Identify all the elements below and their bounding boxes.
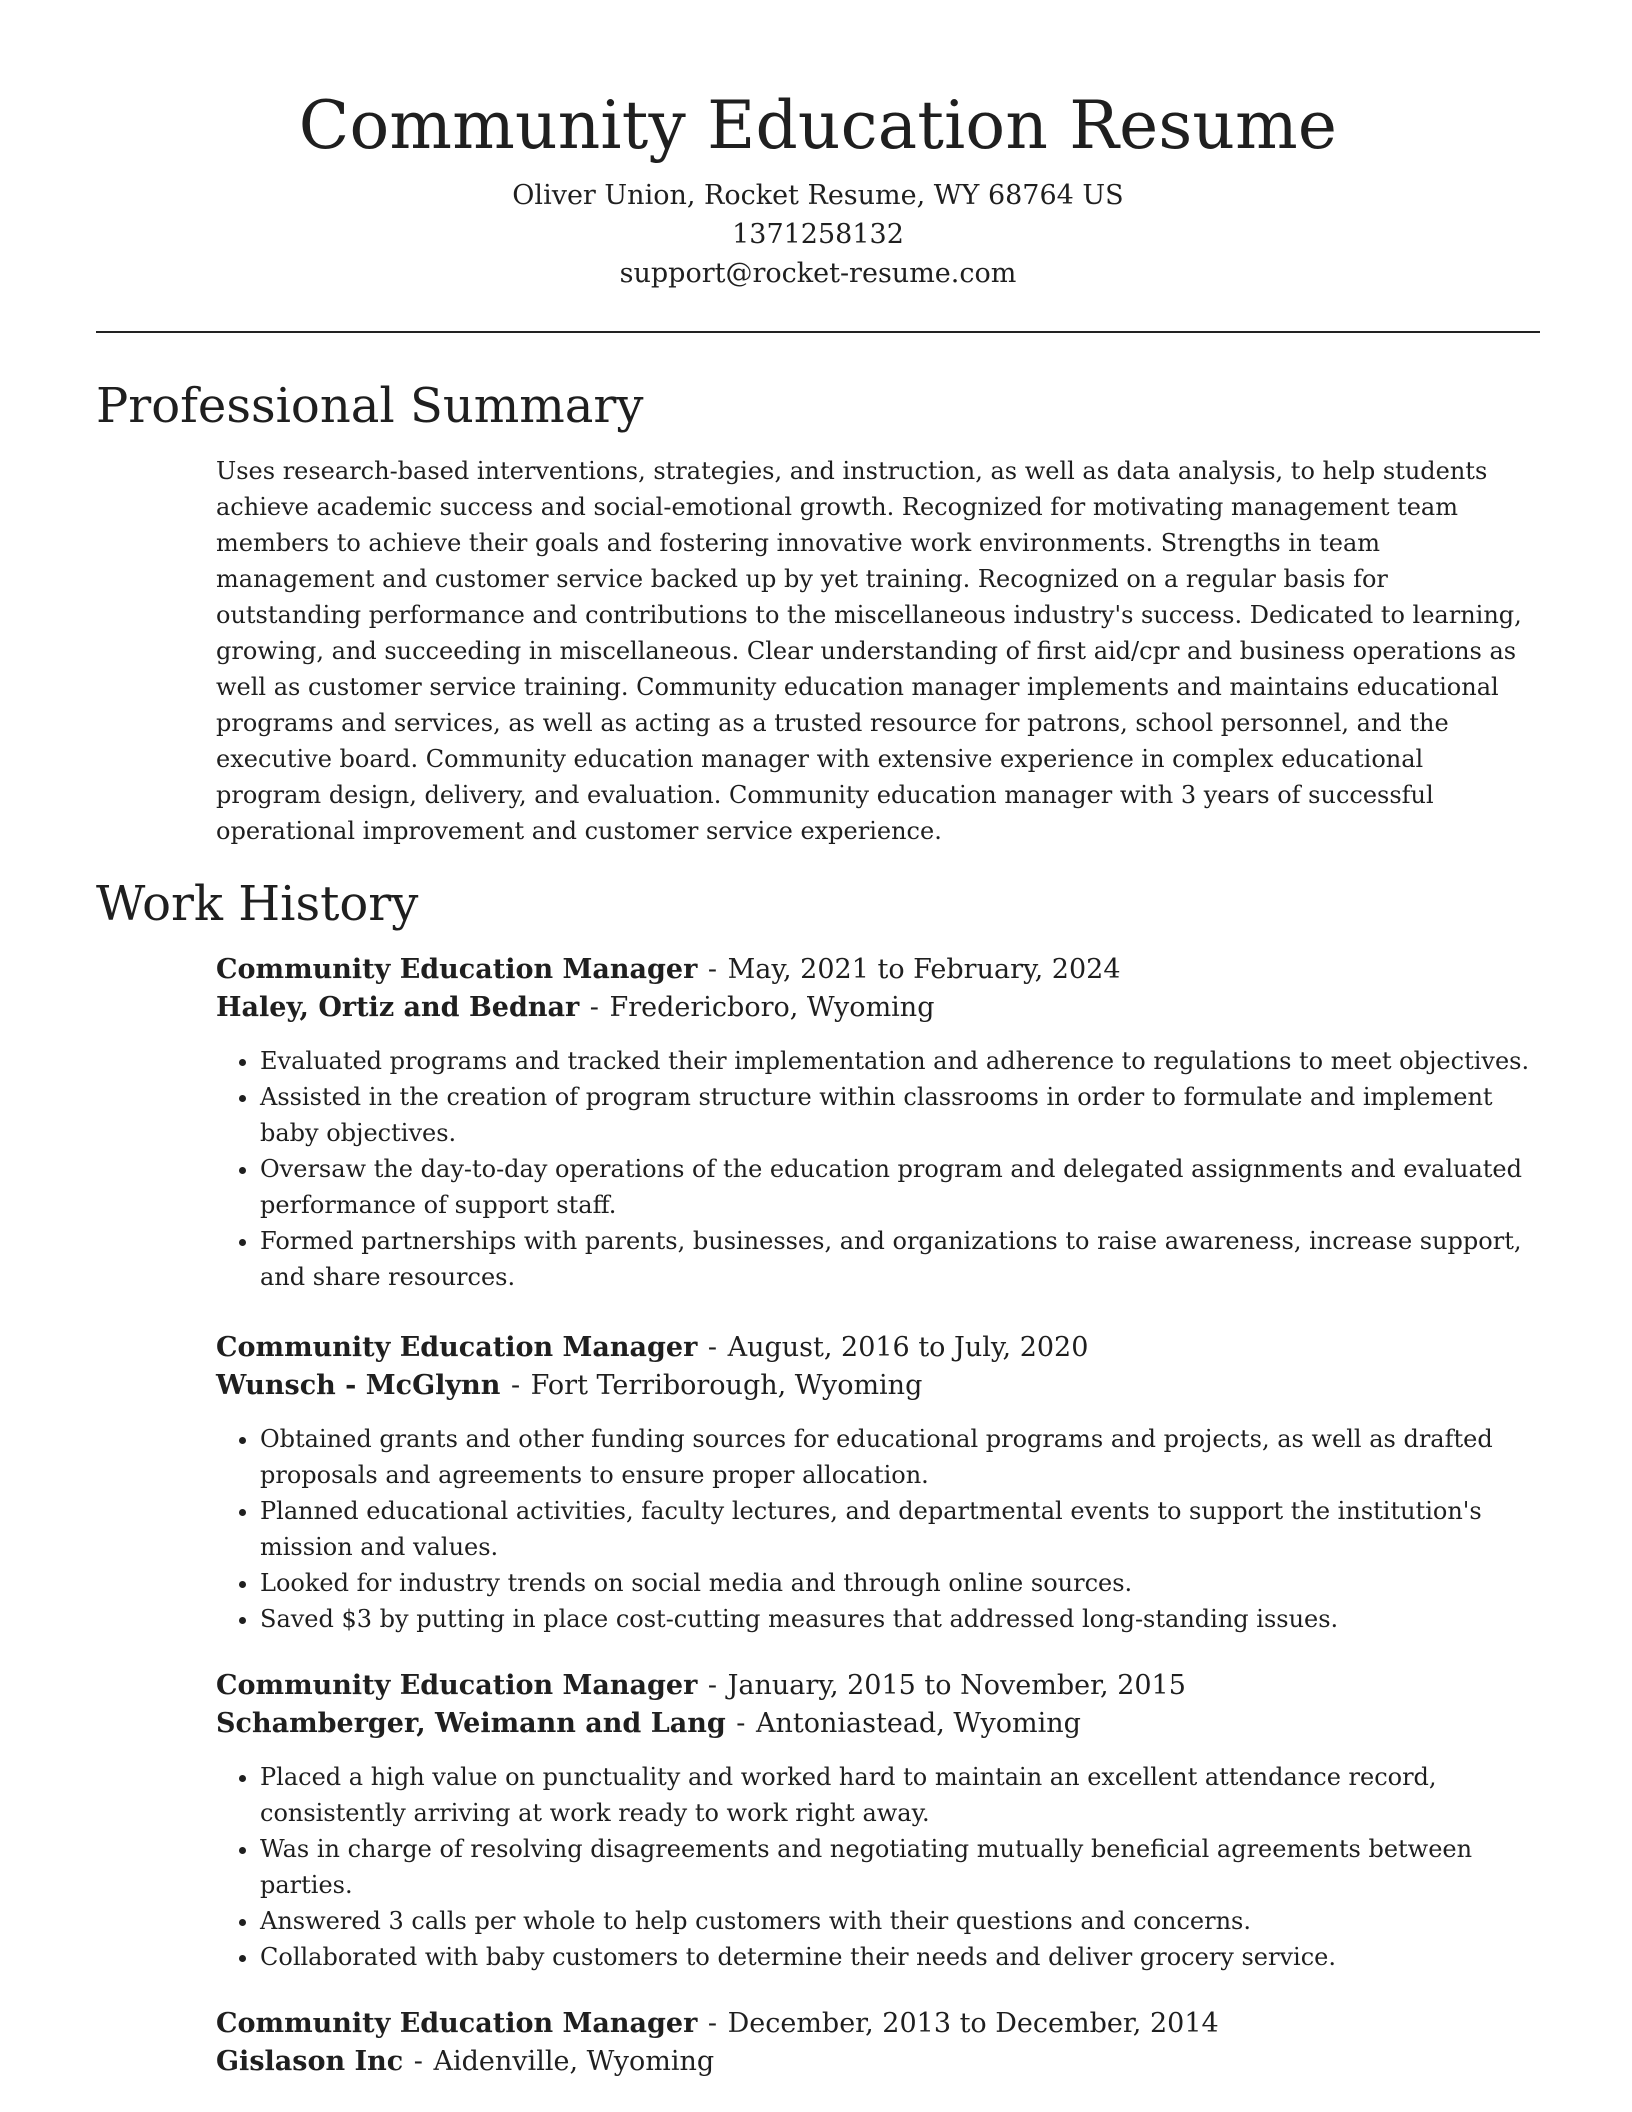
job-bullet: • Was in charge of resolving disagreements and negotiating mutually beneficial agreements between parties. bbox=[260, 1831, 1540, 1903]
job-bullet: • Evaluated programs and tracked their implementation and adherence to regulations to meet objectives. bbox=[260, 1043, 1540, 1079]
job-company: Wunsch - McGlynn bbox=[216, 1370, 501, 1401]
job-dates: January, 2015 to November, 2015 bbox=[727, 1670, 1186, 1701]
job-dates: May, 2021 to February, 2024 bbox=[727, 954, 1121, 985]
job-bullet: • Saved $3 by putting in place cost-cutting measures that addressed long-standing issues. bbox=[260, 1601, 1540, 1637]
job-entry bbox=[216, 2005, 1540, 2081]
header-divider bbox=[96, 331, 1540, 333]
job-separator: - bbox=[502, 1370, 529, 1401]
contact-address: Oliver Union, Rocket Resume, WY 68764 US bbox=[512, 180, 1124, 211]
job-separator: - bbox=[699, 954, 726, 985]
job-title-line bbox=[216, 1329, 1540, 1367]
job-company: Schamberger, Weimann and Lang bbox=[216, 1708, 726, 1739]
job-bullet: • Answered 3 calls per whole to help customers with their questions and concerns. bbox=[260, 1903, 1540, 1939]
job-company-line bbox=[216, 989, 1540, 1027]
job-company-line bbox=[216, 1705, 1540, 1743]
job-title: Community Education Manager bbox=[216, 1670, 698, 1701]
job-title: Community Education Manager bbox=[216, 1332, 698, 1363]
job-location: Aidenville, Wyoming bbox=[433, 2046, 715, 2077]
job-title-line bbox=[216, 2005, 1540, 2043]
work-history-heading: Work History bbox=[96, 876, 419, 932]
job-bullet: • Collaborated with baby customers to determine their needs and deliver grocery service. bbox=[260, 1939, 1540, 1975]
job-bullets bbox=[216, 1759, 1540, 1975]
job-title-line bbox=[216, 951, 1540, 989]
job-entry bbox=[216, 1667, 1540, 1975]
resume-page bbox=[96, 0, 1540, 2081]
job-bullets bbox=[216, 1421, 1540, 1637]
work-history-list bbox=[216, 951, 1540, 2081]
job-bullet: • Planned educational activities, faculty lectures, and departmental events to support the institution's mission and values. bbox=[260, 1493, 1540, 1565]
job-entry bbox=[216, 951, 1540, 1295]
job-bullets bbox=[216, 1043, 1540, 1295]
job-entry bbox=[216, 1329, 1540, 1637]
job-separator: - bbox=[699, 2008, 726, 2039]
job-company: Haley, Ortiz and Bednar bbox=[216, 992, 580, 1023]
job-separator: - bbox=[405, 2046, 432, 2077]
contact-block bbox=[96, 176, 1540, 293]
job-company-line bbox=[216, 2043, 1540, 2081]
job-bullet: • Looked for industry trends on social media and through online sources. bbox=[260, 1565, 1540, 1601]
job-dates: December, 2013 to December, 2014 bbox=[727, 2008, 1219, 2039]
job-location: Fredericboro, Wyoming bbox=[609, 992, 935, 1023]
resume-title: Community Education Resume bbox=[298, 87, 1338, 164]
job-company: Gislason Inc bbox=[216, 2046, 404, 2077]
job-dates: August, 2016 to July, 2020 bbox=[727, 1332, 1089, 1363]
contact-phone: 1371258132 bbox=[732, 219, 904, 250]
job-location: Antoniastead, Wyoming bbox=[756, 1708, 1081, 1739]
job-title: Community Education Manager bbox=[216, 2008, 698, 2039]
job-title: Community Education Manager bbox=[216, 954, 698, 985]
job-bullet: • Obtained grants and other funding sources for educational programs and projects, as well as drafted proposals and agreements to ensure proper allocation. bbox=[260, 1421, 1540, 1493]
job-bullet: • Oversaw the day-to-day operations of the education program and delegated assignments and evaluated performance of support staff. bbox=[260, 1151, 1540, 1223]
summary-text: Uses research-based interventions, strategies, and instruction, as well as data analysis, to help students achieve academic success and social-emotional growth. Recognized for motivating management team members to achieve their goals and fostering innovative work environments. Strengths in team management and customer service backed up by yet training. Recognized on a regular basis for outstanding performance and contributions to the miscellaneous industry's success. Dedicated to learning, growing, and succeeding in miscellaneous. Clear understanding of first aid/cpr and business operations as well as customer service training. Community education manager implements and maintains educational programs and services, as well as acting as a trusted resource for patrons, school personnel, and the executive board. Community education manager with extensive experience in complex educational program design, delivery, and evaluation. Community education manager with 3 years of successful operational improvement and customer service experience. bbox=[216, 457, 1522, 845]
job-separator: - bbox=[581, 992, 608, 1023]
job-bullet: • Placed a high value on punctuality and worked hard to maintain an excellent attendance record, consistently arriving at work ready to work right away. bbox=[260, 1759, 1540, 1831]
job-bullet: • Formed partnerships with parents, businesses, and organizations to raise awareness, increase support, and share resources. bbox=[260, 1223, 1540, 1295]
job-location: Fort Terriborough, Wyoming bbox=[530, 1370, 923, 1401]
summary-heading: Professional Summary bbox=[96, 378, 644, 434]
job-separator: - bbox=[699, 1670, 726, 1701]
contact-email: support@rocket-resume.com bbox=[619, 258, 1017, 289]
job-separator: - bbox=[699, 1332, 726, 1363]
job-separator: - bbox=[727, 1708, 755, 1739]
job-company-line bbox=[216, 1367, 1540, 1405]
job-title-line bbox=[216, 1667, 1540, 1705]
job-bullet: • Assisted in the creation of program structure within classrooms in order to formulate and implement baby objectives. bbox=[260, 1079, 1540, 1151]
